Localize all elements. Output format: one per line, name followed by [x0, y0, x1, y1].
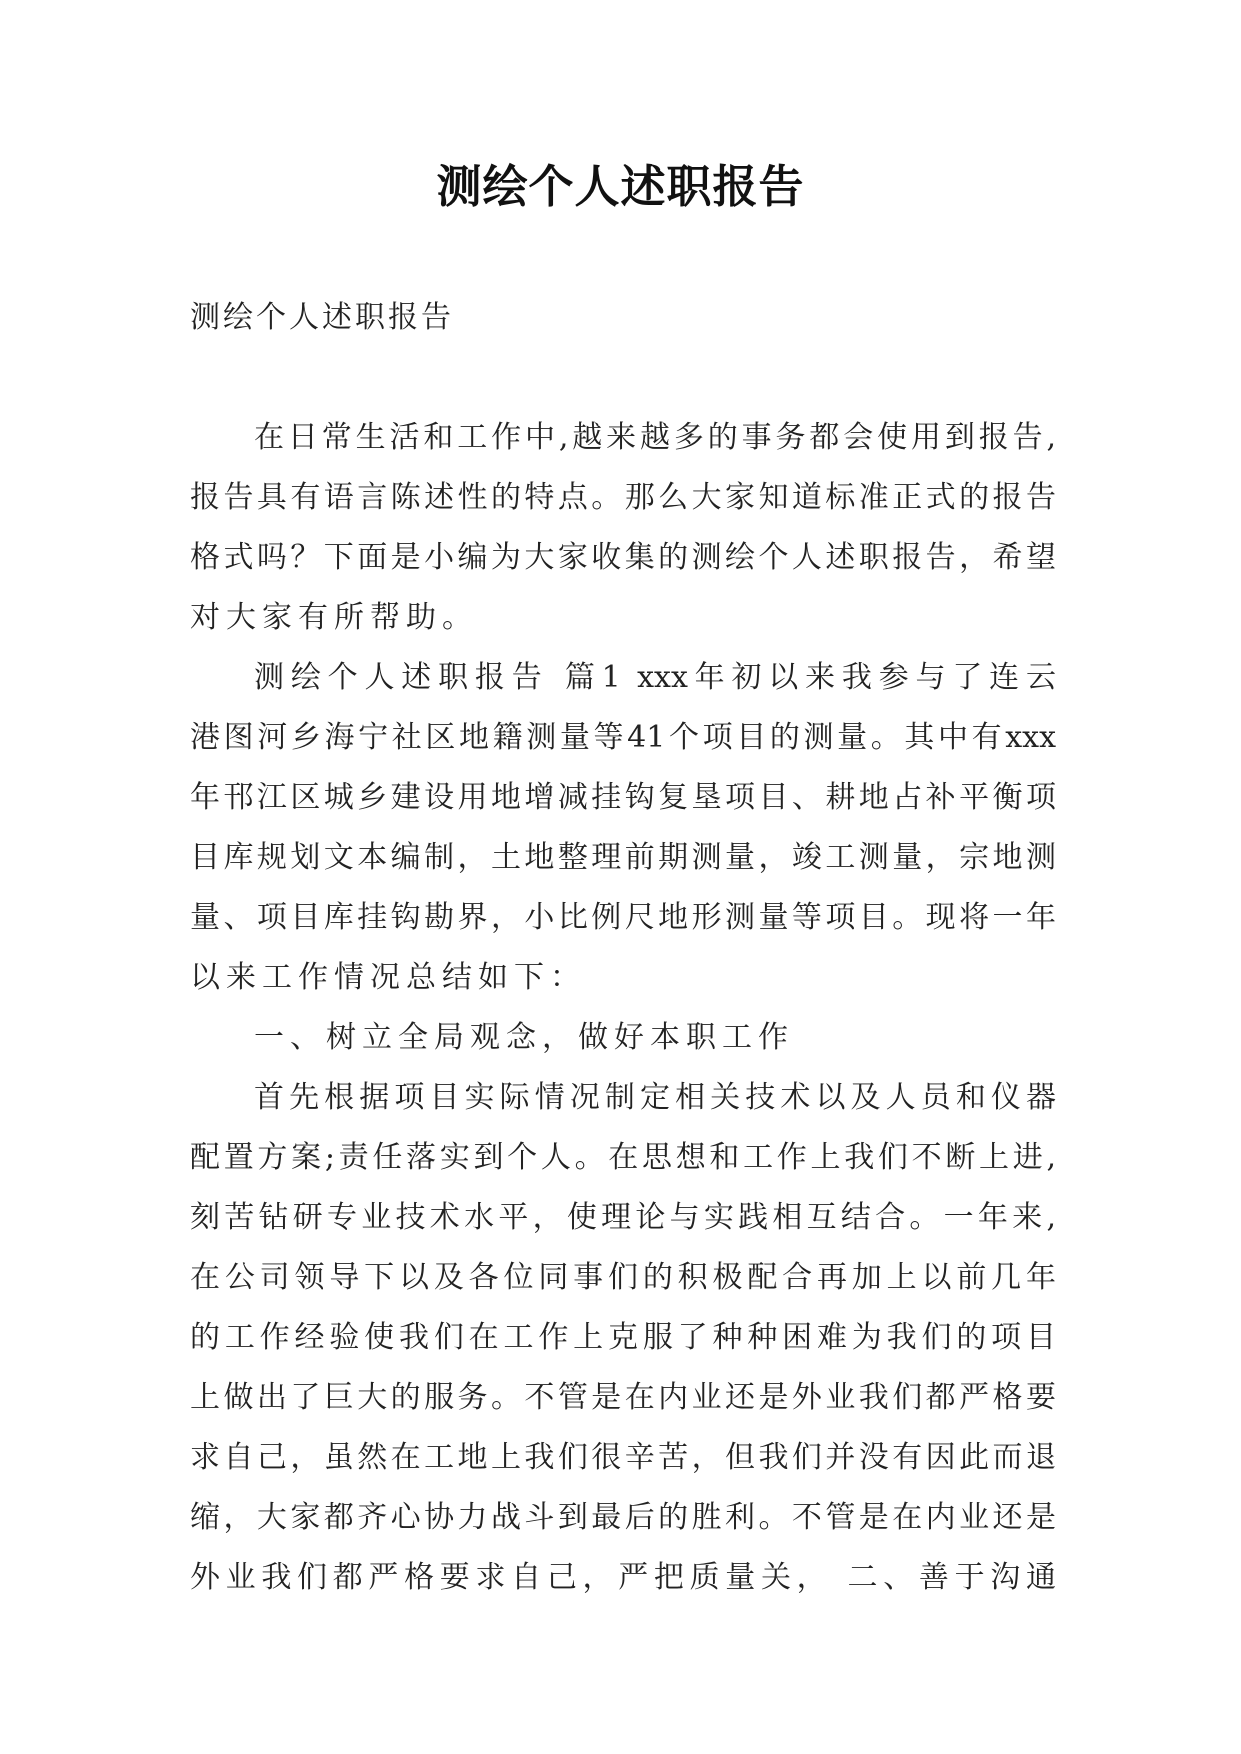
body-line: 对大家有所帮助。 [190, 600, 478, 635]
body-line: 目库规划文本编制，土地整理前期测量，竣工测量，宗地测 [190, 840, 1056, 875]
body-line: 刻苦钻研专业技术水平，使理论与实践相互结合。一年来, [190, 1200, 1056, 1235]
body-line: 外业我们都严格要求自己，严把质量关， 二、善于沟通 [190, 1560, 1056, 1595]
body-line: 以来工作情况总结如下： [190, 960, 586, 995]
document-title: 测绘个人述职报告 [436, 160, 805, 213]
body-line: 首先根据项目实际情况制定相关技术以及人员和仪器 [254, 1080, 1056, 1115]
body-line: 格式吗？下面是小编为大家收集的测绘个人述职报告，希望 [190, 540, 1056, 575]
body-line: 上做出了巨大的服务。不管是在内业还是外业我们都严格要 [190, 1380, 1056, 1415]
body-line: 量、项目库挂钩勘界，小比例尺地形测量等项目。现将一年 [190, 900, 1056, 935]
body-line: 报告具有语言陈述性的特点。那么大家知道标准正式的报告 [190, 480, 1056, 515]
body-line: 缩，大家都齐心协力战斗到最后的胜利。不管是在内业还是 [190, 1500, 1056, 1535]
document-body [190, 408, 1056, 1608]
body-line: 配置方案;责任落实到个人。在思想和工作上我们不断上进, [190, 1140, 1056, 1175]
body-line: 年邗江区城乡建设用地增减挂钩复垦项目、耕地占补平衡项 [190, 780, 1056, 815]
body-line: 在日常生活和工作中,越来越多的事务都会使用到报告, [254, 420, 1056, 455]
document-subtitle: 测绘个人述职报告 [190, 300, 454, 335]
body-line: 的工作经验使我们在工作上克服了种种困难为我们的项目 [190, 1320, 1056, 1355]
body-line: 求自己，虽然在工地上我们很辛苦，但我们并没有因此而退 [190, 1440, 1056, 1475]
body-line: 测绘个人述职报告 篇1 xxx年初以来我参与了连云 [254, 660, 1056, 695]
body-line: 港图河乡海宁社区地籍测量等41个项目的测量。其中有xxx [190, 720, 1056, 755]
section-heading: 一、树立全局观念，做好本职工作 [254, 1020, 794, 1055]
body-line: 在公司领导下以及各位同事们的积极配合再加上以前几年 [190, 1260, 1056, 1295]
